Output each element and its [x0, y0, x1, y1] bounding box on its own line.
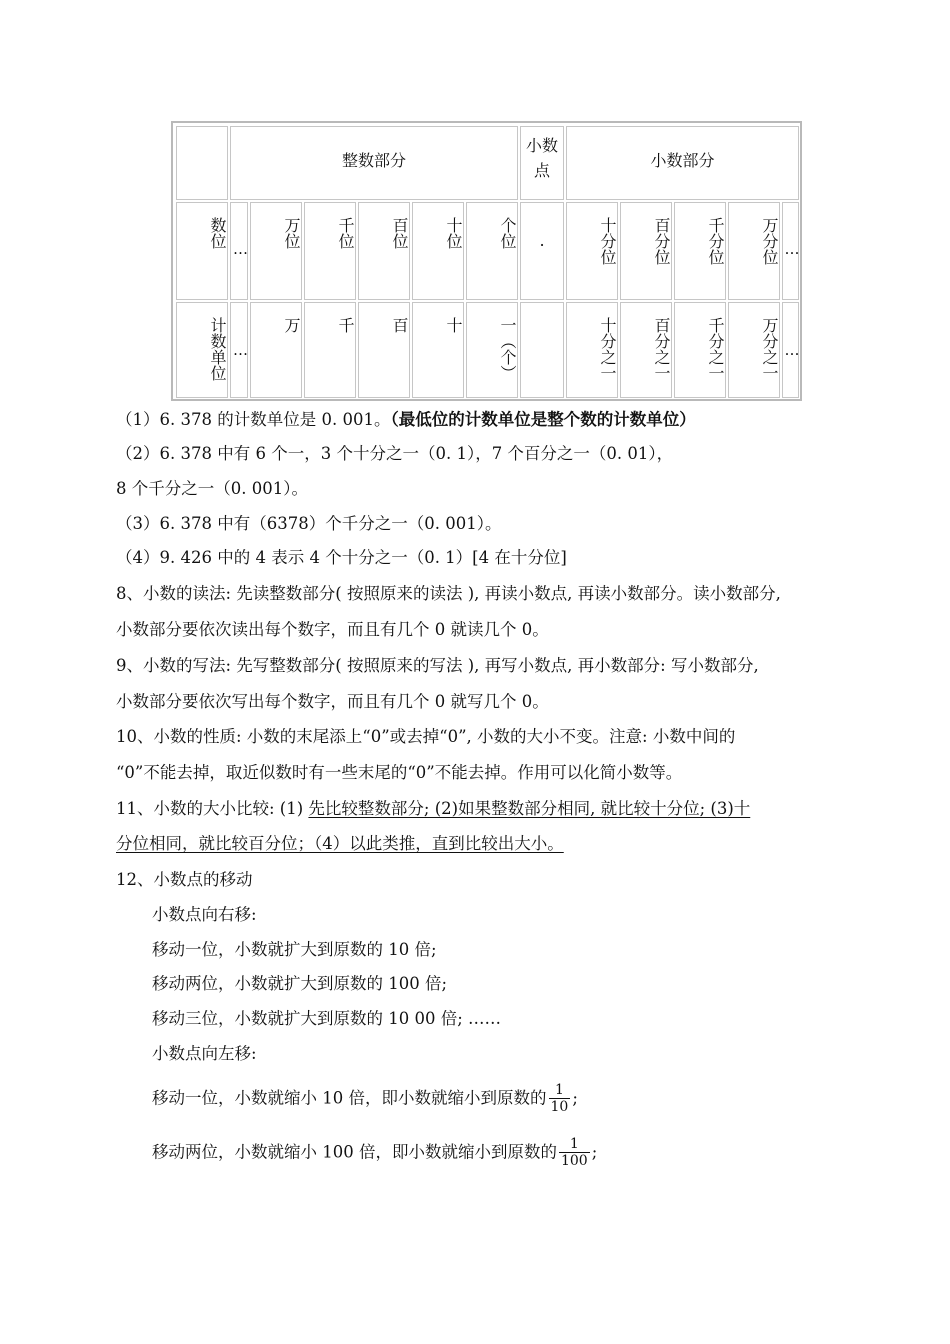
move-right-heading: 小数点向右移: [152, 905, 257, 924]
reading-rule: 8、小数的读法: 先读整数部分( 按照原来的读法 ), 再读小数点, 再读小数部分。读小数部分, [116, 584, 781, 603]
property-rule-cont: “0”不能去掉，取近似数时有一些末尾的“0”不能去掉。作用可以化简小数等。 [116, 763, 683, 782]
units-ellipsis-right: … [782, 302, 799, 398]
move-left-1: 移动一位，小数就缩小 10 倍，即小数就缩小到原数的 $\frac{1}{10}$ ; [152, 1082, 578, 1115]
fraction-one-tenth: $\frac{1}{10}$ [550, 1082, 569, 1115]
dec-unit-cell: 千分之一 [674, 302, 726, 398]
unit-cell: 一（个） [466, 302, 518, 398]
units-label: 计数单位 [208, 317, 227, 381]
place-cell: 万位 [250, 202, 302, 300]
reading-rule-cont: 小数部分要依次读出每个数字，而且有几个 0 就读几个 0。 [116, 620, 549, 639]
example-3: （3）6. 378 中有（6378）个千分之一（0. 001）。 [116, 514, 502, 533]
place-cell: 百位 [358, 202, 410, 300]
dec-place-cell: 万分位 [728, 202, 780, 300]
unit-cell: 十 [412, 302, 464, 398]
move-right-3: 移动三位，小数就扩大到原数的 10 00 倍; …… [152, 1009, 502, 1028]
fraction-one-hundredth: $\frac{1}{100}$ [560, 1136, 588, 1169]
units-point-cell [520, 302, 564, 398]
dec-place-cell: 十分位 [566, 202, 618, 300]
compare-rule-cont: 分位相同，就比较百分位；（4）以此类推，直到比较出大小。 [116, 834, 564, 853]
writing-rule-cont: 小数部分要依次写出每个数字，而且有几个 0 就写几个 0。 [116, 692, 549, 711]
place-value-table [171, 121, 802, 401]
move-left-heading: 小数点向左移: [152, 1044, 257, 1063]
header-empty-cell [176, 126, 228, 200]
dec-place-cell: 千分位 [674, 202, 726, 300]
dec-unit-cell: 万分之一 [728, 302, 780, 398]
places-ellipsis-right: … [782, 202, 799, 300]
writing-rule: 9、小数的写法: 先写整数部分( 按照原来的写法 ), 再写小数点, 再小数部分: 写小数部分, [116, 656, 759, 675]
example-4: （4）9. 426 中的 4 表示 4 个十分之一（0. 1）[4 在十分位] [116, 548, 567, 567]
example-2-cont: 8 个千分之一（0. 001）。 [116, 479, 308, 498]
move-right-1: 移动一位，小数就扩大到原数的 10 倍; [152, 940, 437, 959]
example-1-note: （最低位的计数单位是整个数的计数单位） [390, 410, 696, 429]
dec-unit-cell: 百分之一 [620, 302, 672, 398]
places-label-cell [176, 202, 228, 300]
place-cell: 个位 [466, 202, 518, 300]
move-left-2: 移动两位，小数就缩小 100 倍，即小数就缩小到原数的 $\frac{1}{100}$ ; [152, 1136, 598, 1169]
compare-rule: 11、小数的大小比较: (1) 先比较整数部分; (2)如果整数部分相同, 就比较十分位; (3)十 [116, 799, 751, 818]
point-move-heading: 12、小数点的移动 [116, 870, 253, 889]
place-cell: 千位 [304, 202, 356, 300]
decimal-part-label: 小数部分 [650, 151, 715, 170]
example-1: （1）6. 378 的计数单位是 0. 001。（最低位的计数单位是整个数的计数单位） [116, 410, 696, 429]
header-decimal-point [520, 126, 564, 200]
units-ellipsis-left: … [230, 302, 248, 398]
integer-part-label: 整数部分 [341, 151, 406, 170]
move-right-2: 移动两位，小数就扩大到原数的 100 倍; [152, 974, 448, 993]
units-label-cell [176, 302, 228, 398]
unit-cell: 百 [358, 302, 410, 398]
place-cell: 十位 [412, 202, 464, 300]
unit-cell: 万 [250, 302, 302, 398]
header-decimal-part [566, 126, 799, 200]
unit-cell: 千 [304, 302, 356, 398]
example-2: （2）6. 378 中有 6 个一，3 个十分之一（0. 1），7 个百分之一（0. 01）， [116, 444, 674, 463]
point-mark: . [539, 231, 545, 250]
header-integer-part [230, 126, 518, 200]
decimal-point-label: 小数点 [525, 136, 558, 180]
places-label: 数位 [208, 217, 227, 249]
place-point-cell [520, 202, 564, 300]
places-ellipsis-left: … [230, 202, 248, 300]
property-rule: 10、小数的性质: 小数的末尾添上“0”或去掉“0”, 小数的大小不变。注意: 小数中间的 [116, 727, 736, 746]
dec-unit-cell: 十分之一 [566, 302, 618, 398]
dec-place-cell: 百分位 [620, 202, 672, 300]
compare-rule-underlined: 先比较整数部分; (2)如果整数部分相同, 就比较十分位; (3)十 [308, 799, 751, 818]
